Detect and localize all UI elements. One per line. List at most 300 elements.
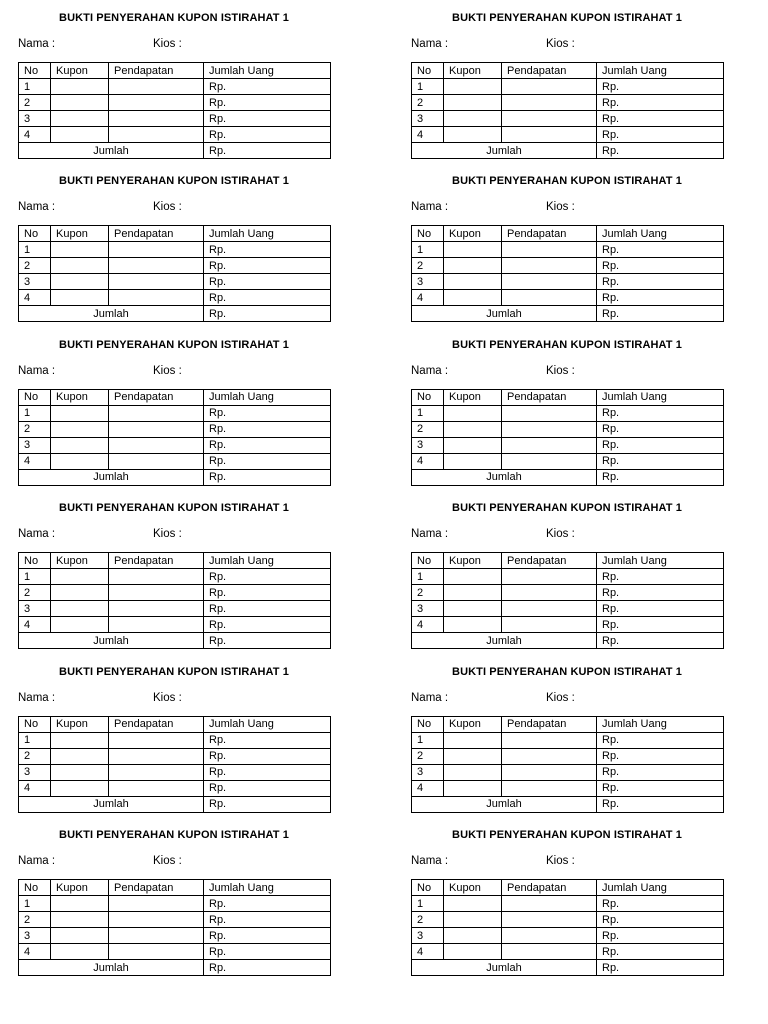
row-kupon — [51, 111, 109, 127]
row-no: 1 — [412, 569, 444, 585]
coupon-title: BUKTI PENYERAHAN KUPON ISTIRAHAT 1 — [59, 665, 289, 678]
table-header-row — [19, 880, 331, 896]
row-jumlah-uang: Rp. — [204, 258, 331, 274]
row-jumlah-uang: Rp. — [204, 764, 331, 780]
row-jumlah-uang: Rp. — [597, 780, 724, 796]
row-pendapatan — [502, 437, 597, 453]
row-jumlah-uang: Rp. — [204, 274, 331, 290]
coupon-card — [411, 163, 723, 327]
row-jumlah-uang: Rp. — [597, 928, 724, 944]
coupon-table — [18, 389, 331, 486]
row-pendapatan — [502, 274, 597, 290]
row-pendapatan — [502, 127, 597, 143]
header-kupon: Kupon — [444, 553, 502, 569]
row-kupon — [444, 79, 502, 95]
row-kupon — [444, 896, 502, 912]
header-jumlah-uang: Jumlah Uang — [597, 553, 724, 569]
row-no: 1 — [412, 79, 444, 95]
header-jumlah-uang: Jumlah Uang — [597, 63, 724, 79]
row-no: 2 — [19, 585, 51, 601]
row-no: 1 — [19, 896, 51, 912]
row-kupon — [51, 421, 109, 437]
table-row — [19, 780, 331, 796]
header-pendapatan: Pendapatan — [109, 553, 204, 569]
header-pendapatan: Pendapatan — [109, 226, 204, 242]
table-total-row — [412, 960, 724, 976]
row-kupon — [51, 928, 109, 944]
table-row — [19, 290, 331, 306]
row-kupon — [444, 258, 502, 274]
row-pendapatan — [109, 944, 204, 960]
header-no: No — [412, 389, 444, 405]
row-kupon — [51, 95, 109, 111]
row-pendapatan — [109, 601, 204, 617]
table-row — [19, 764, 331, 780]
row-kupon — [51, 780, 109, 796]
header-no: No — [412, 716, 444, 732]
row-no: 2 — [412, 748, 444, 764]
header-pendapatan: Pendapatan — [109, 716, 204, 732]
table-header-row — [19, 716, 331, 732]
header-no: No — [412, 880, 444, 896]
row-no: 4 — [412, 290, 444, 306]
row-pendapatan — [109, 585, 204, 601]
coupon-card — [411, 0, 723, 164]
table-row — [19, 732, 331, 748]
header-jumlah-uang: Jumlah Uang — [204, 716, 331, 732]
coupon-table — [411, 389, 724, 486]
row-no: 3 — [412, 928, 444, 944]
row-jumlah-uang: Rp. — [597, 896, 724, 912]
row-pendapatan — [502, 617, 597, 633]
row-pendapatan — [109, 437, 204, 453]
row-no: 3 — [19, 601, 51, 617]
row-kupon — [444, 405, 502, 421]
table-header-row — [19, 226, 331, 242]
row-kupon — [444, 601, 502, 617]
coupon-title: BUKTI PENYERAHAN KUPON ISTIRAHAT 1 — [59, 502, 289, 515]
row-no: 4 — [412, 944, 444, 960]
table-header-row — [412, 63, 724, 79]
coupon-title: BUKTI PENYERAHAN KUPON ISTIRAHAT 1 — [452, 175, 682, 188]
row-jumlah-uang: Rp. — [597, 274, 724, 290]
table-total-row — [412, 143, 724, 159]
row-jumlah-uang: Rp. — [597, 421, 724, 437]
header-kupon: Kupon — [444, 880, 502, 896]
total-label: Jumlah — [19, 143, 204, 159]
total-value: Rp. — [204, 796, 331, 812]
table-row — [19, 912, 331, 928]
table-row — [412, 242, 724, 258]
header-pendapatan: Pendapatan — [502, 716, 597, 732]
row-pendapatan — [502, 95, 597, 111]
row-pendapatan — [502, 764, 597, 780]
coupon-table — [411, 552, 724, 649]
row-pendapatan — [502, 242, 597, 258]
total-value: Rp. — [597, 796, 724, 812]
table-row — [412, 601, 724, 617]
total-label: Jumlah — [19, 469, 204, 485]
row-kupon — [444, 453, 502, 469]
row-jumlah-uang: Rp. — [204, 421, 331, 437]
table-row — [412, 748, 724, 764]
row-jumlah-uang: Rp. — [204, 732, 331, 748]
total-value: Rp. — [597, 469, 724, 485]
coupon-title: BUKTI PENYERAHAN KUPON ISTIRAHAT 1 — [59, 829, 289, 841]
row-no: 1 — [19, 79, 51, 95]
table-total-row — [19, 306, 331, 322]
coupon-table — [18, 716, 331, 813]
row-pendapatan — [502, 421, 597, 437]
row-pendapatan — [109, 242, 204, 258]
row-no: 3 — [412, 601, 444, 617]
row-kupon — [444, 111, 502, 127]
row-no: 2 — [412, 912, 444, 928]
table-total-row — [19, 796, 331, 812]
row-pendapatan — [109, 569, 204, 585]
total-value: Rp. — [204, 469, 331, 485]
table-row — [412, 127, 724, 143]
row-jumlah-uang: Rp. — [204, 79, 331, 95]
header-no: No — [19, 389, 51, 405]
table-row — [19, 242, 331, 258]
row-jumlah-uang: Rp. — [204, 928, 331, 944]
header-no: No — [412, 63, 444, 79]
table-row — [19, 79, 331, 95]
table-row — [412, 896, 724, 912]
coupon-table — [18, 225, 331, 322]
table-row — [19, 274, 331, 290]
coupon-card — [18, 490, 330, 654]
table-total-row — [412, 306, 724, 322]
header-no: No — [412, 553, 444, 569]
row-no: 4 — [412, 127, 444, 143]
nama-label: Nama : — [411, 855, 449, 867]
table-row — [412, 274, 724, 290]
row-pendapatan — [109, 111, 204, 127]
row-no: 3 — [19, 274, 51, 290]
table-header-row — [412, 389, 724, 405]
nama-label: Nama : — [411, 691, 449, 704]
table-row — [412, 421, 724, 437]
row-jumlah-uang: Rp. — [204, 437, 331, 453]
row-no: 3 — [412, 437, 444, 453]
row-pendapatan — [502, 585, 597, 601]
row-pendapatan — [502, 290, 597, 306]
table-total-row — [19, 469, 331, 485]
row-no: 3 — [19, 764, 51, 780]
coupon-title: BUKTI PENYERAHAN KUPON ISTIRAHAT 1 — [452, 12, 682, 24]
row-jumlah-uang: Rp. — [597, 79, 724, 95]
table-row — [19, 585, 331, 601]
table-row — [412, 617, 724, 633]
table-total-row — [412, 633, 724, 649]
coupon-card — [18, 654, 330, 818]
row-no: 3 — [19, 928, 51, 944]
header-jumlah-uang: Jumlah Uang — [204, 880, 331, 896]
row-kupon — [51, 732, 109, 748]
row-kupon — [51, 617, 109, 633]
row-kupon — [51, 764, 109, 780]
row-pendapatan — [109, 274, 204, 290]
row-no: 2 — [19, 421, 51, 437]
row-no: 1 — [412, 242, 444, 258]
row-no: 1 — [19, 405, 51, 421]
row-jumlah-uang: Rp. — [597, 764, 724, 780]
row-kupon — [51, 258, 109, 274]
table-header-row — [412, 716, 724, 732]
row-no: 1 — [19, 732, 51, 748]
coupon-card — [411, 654, 723, 818]
row-jumlah-uang: Rp. — [204, 569, 331, 585]
row-pendapatan — [109, 748, 204, 764]
total-label: Jumlah — [412, 960, 597, 976]
coupon-table — [18, 879, 331, 976]
row-pendapatan — [502, 944, 597, 960]
row-jumlah-uang: Rp. — [597, 111, 724, 127]
header-kupon: Kupon — [51, 880, 109, 896]
row-no: 1 — [412, 405, 444, 421]
row-jumlah-uang: Rp. — [204, 780, 331, 796]
row-kupon — [444, 944, 502, 960]
table-row — [19, 944, 331, 960]
coupon-table — [411, 62, 724, 159]
table-row — [412, 453, 724, 469]
total-label: Jumlah — [412, 143, 597, 159]
table-row — [19, 421, 331, 437]
row-jumlah-uang: Rp. — [204, 127, 331, 143]
row-no: 4 — [19, 453, 51, 469]
row-no: 1 — [19, 242, 51, 258]
table-row — [19, 405, 331, 421]
row-jumlah-uang: Rp. — [204, 95, 331, 111]
row-jumlah-uang: Rp. — [597, 569, 724, 585]
table-row — [19, 928, 331, 944]
header-kupon: Kupon — [444, 226, 502, 242]
row-no: 2 — [412, 585, 444, 601]
row-no: 3 — [19, 437, 51, 453]
table-header-row — [19, 63, 331, 79]
total-label: Jumlah — [412, 633, 597, 649]
table-row — [412, 732, 724, 748]
table-row — [19, 569, 331, 585]
total-label: Jumlah — [19, 796, 204, 812]
total-value: Rp. — [204, 143, 331, 159]
row-no: 3 — [412, 111, 444, 127]
row-pendapatan — [502, 258, 597, 274]
table-row — [412, 405, 724, 421]
row-kupon — [51, 912, 109, 928]
header-jumlah-uang: Jumlah Uang — [204, 553, 331, 569]
row-pendapatan — [109, 95, 204, 111]
header-no: No — [19, 716, 51, 732]
table-row — [412, 95, 724, 111]
row-jumlah-uang: Rp. — [597, 437, 724, 453]
table-row — [19, 437, 331, 453]
coupon-title: BUKTI PENYERAHAN KUPON ISTIRAHAT 1 — [59, 12, 289, 24]
nama-label: Nama : — [411, 38, 449, 50]
table-header-row — [19, 389, 331, 405]
header-pendapatan: Pendapatan — [502, 880, 597, 896]
row-kupon — [51, 585, 109, 601]
row-no: 4 — [19, 127, 51, 143]
row-kupon — [444, 732, 502, 748]
row-pendapatan — [109, 928, 204, 944]
kios-label: Kios : — [153, 855, 182, 867]
row-pendapatan — [109, 732, 204, 748]
row-pendapatan — [502, 405, 597, 421]
total-value: Rp. — [204, 306, 331, 322]
row-jumlah-uang: Rp. — [204, 944, 331, 960]
row-pendapatan — [502, 896, 597, 912]
row-pendapatan — [109, 912, 204, 928]
row-no: 2 — [412, 95, 444, 111]
row-no: 4 — [19, 617, 51, 633]
table-total-row — [412, 796, 724, 812]
kios-label: Kios : — [153, 691, 182, 704]
nama-label: Nama : — [18, 201, 56, 214]
row-pendapatan — [109, 617, 204, 633]
table-row — [19, 617, 331, 633]
row-kupon — [444, 585, 502, 601]
kios-label: Kios : — [153, 38, 182, 50]
row-jumlah-uang: Rp. — [597, 585, 724, 601]
row-no: 3 — [412, 274, 444, 290]
row-pendapatan — [109, 258, 204, 274]
row-jumlah-uang: Rp. — [204, 617, 331, 633]
table-row — [19, 601, 331, 617]
header-no: No — [19, 553, 51, 569]
row-no: 3 — [412, 764, 444, 780]
table-row — [412, 569, 724, 585]
row-no: 2 — [19, 748, 51, 764]
row-kupon — [444, 421, 502, 437]
row-kupon — [51, 601, 109, 617]
row-no: 2 — [19, 912, 51, 928]
coupon-table — [411, 879, 724, 976]
coupon-card — [411, 327, 723, 491]
kios-label: Kios : — [153, 364, 182, 377]
row-pendapatan — [109, 764, 204, 780]
header-kupon: Kupon — [51, 553, 109, 569]
nama-label: Nama : — [18, 855, 56, 867]
row-kupon — [51, 944, 109, 960]
coupon-table — [18, 552, 331, 649]
table-row — [19, 896, 331, 912]
row-pendapatan — [109, 896, 204, 912]
table-total-row — [19, 143, 331, 159]
table-row — [412, 928, 724, 944]
coupon-card — [18, 327, 330, 491]
kios-label: Kios : — [153, 528, 182, 541]
nama-label: Nama : — [18, 38, 56, 50]
total-label: Jumlah — [19, 633, 204, 649]
table-row — [19, 258, 331, 274]
total-label: Jumlah — [19, 306, 204, 322]
row-no: 4 — [412, 780, 444, 796]
header-pendapatan: Pendapatan — [109, 389, 204, 405]
kios-label: Kios : — [546, 38, 575, 50]
total-label: Jumlah — [412, 306, 597, 322]
row-jumlah-uang: Rp. — [204, 896, 331, 912]
coupon-table — [411, 716, 724, 813]
row-jumlah-uang: Rp. — [597, 127, 724, 143]
row-kupon — [51, 274, 109, 290]
table-header-row — [19, 553, 331, 569]
coupon-title: BUKTI PENYERAHAN KUPON ISTIRAHAT 1 — [452, 829, 682, 841]
row-kupon — [444, 928, 502, 944]
nama-label: Nama : — [18, 364, 56, 377]
row-pendapatan — [502, 748, 597, 764]
header-pendapatan: Pendapatan — [502, 226, 597, 242]
total-value: Rp. — [204, 633, 331, 649]
row-kupon — [444, 569, 502, 585]
row-no: 3 — [19, 111, 51, 127]
table-row — [412, 290, 724, 306]
header-kupon: Kupon — [51, 716, 109, 732]
kios-label: Kios : — [546, 201, 575, 214]
header-no: No — [412, 226, 444, 242]
row-jumlah-uang: Rp. — [204, 405, 331, 421]
coupon-card — [411, 817, 723, 981]
row-pendapatan — [502, 912, 597, 928]
kios-label: Kios : — [153, 201, 182, 214]
row-kupon — [51, 437, 109, 453]
row-jumlah-uang: Rp. — [204, 912, 331, 928]
table-row — [19, 127, 331, 143]
row-pendapatan — [502, 79, 597, 95]
kios-label: Kios : — [546, 855, 575, 867]
table-row — [412, 780, 724, 796]
row-no: 4 — [412, 453, 444, 469]
row-no: 1 — [19, 569, 51, 585]
row-pendapatan — [109, 127, 204, 143]
table-header-row — [412, 553, 724, 569]
row-pendapatan — [502, 111, 597, 127]
header-pendapatan: Pendapatan — [109, 880, 204, 896]
kios-label: Kios : — [546, 528, 575, 541]
row-pendapatan — [109, 421, 204, 437]
row-jumlah-uang: Rp. — [597, 453, 724, 469]
row-kupon — [51, 748, 109, 764]
row-jumlah-uang: Rp. — [597, 405, 724, 421]
header-kupon: Kupon — [51, 389, 109, 405]
row-kupon — [444, 127, 502, 143]
table-row — [412, 764, 724, 780]
row-pendapatan — [109, 780, 204, 796]
row-jumlah-uang: Rp. — [204, 585, 331, 601]
coupon-card — [411, 490, 723, 654]
row-jumlah-uang: Rp. — [204, 242, 331, 258]
table-total-row — [412, 469, 724, 485]
row-kupon — [444, 780, 502, 796]
total-value: Rp. — [597, 633, 724, 649]
row-no: 2 — [412, 258, 444, 274]
row-kupon — [51, 242, 109, 258]
row-jumlah-uang: Rp. — [597, 95, 724, 111]
row-jumlah-uang: Rp. — [204, 453, 331, 469]
coupon-table — [411, 225, 724, 322]
coupon-title: BUKTI PENYERAHAN KUPON ISTIRAHAT 1 — [59, 338, 289, 351]
table-total-row — [19, 633, 331, 649]
total-label: Jumlah — [19, 960, 204, 976]
header-pendapatan: Pendapatan — [502, 553, 597, 569]
row-no: 4 — [19, 290, 51, 306]
header-no: No — [19, 880, 51, 896]
table-row — [412, 912, 724, 928]
kios-label: Kios : — [546, 364, 575, 377]
row-kupon — [51, 896, 109, 912]
